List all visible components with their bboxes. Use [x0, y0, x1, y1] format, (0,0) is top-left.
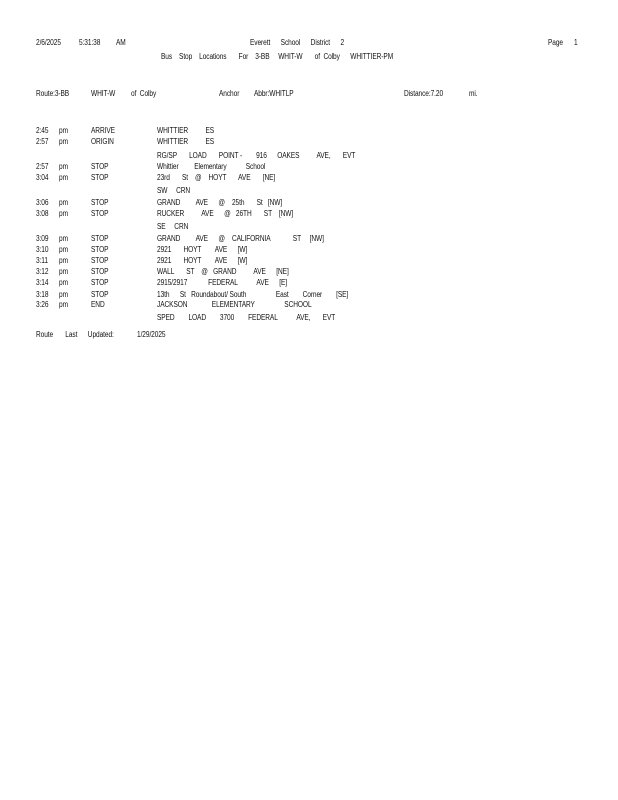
stop-type: STOP: [91, 162, 109, 171]
stop-time: 2:45: [36, 126, 49, 135]
stop-desc: JACKSON ELEMENTARY SCHOOL: [157, 300, 312, 309]
stop-time: 3:18: [36, 290, 49, 299]
stop-type: STOP: [91, 278, 109, 287]
last-updated-label: Route Last Updated:: [36, 330, 114, 339]
stop-time: 3:26: [36, 300, 49, 309]
distance-unit: mi.: [469, 89, 478, 98]
stop-time: 3:06: [36, 198, 49, 207]
stop-ap: pm: [59, 137, 68, 146]
stop-desc: 2921 HOYT AVE [W]: [157, 245, 248, 254]
page-number: 1: [574, 38, 578, 47]
route-of-colby: of Colby: [131, 89, 157, 98]
route-distance: Distance:7.20: [404, 89, 444, 98]
stop-ap: pm: [59, 126, 68, 135]
stop-ap: pm: [59, 162, 68, 171]
stop-type: STOP: [91, 290, 109, 299]
stop-type: ORIGIN: [91, 137, 114, 146]
stop-ap: pm: [59, 267, 68, 276]
stop-desc: GRAND AVE @ CALIFORNIA ST [NW]: [157, 234, 324, 243]
report-date: 2/6/2025: [36, 38, 61, 47]
stop-type: STOP: [91, 198, 109, 207]
stop-type: STOP: [91, 209, 109, 218]
report-time: 5:31:38: [79, 38, 101, 47]
stop-type: END: [91, 300, 105, 309]
stop-ap: pm: [59, 234, 68, 243]
stop-ap: pm: [59, 290, 68, 299]
stop-time: 3:14: [36, 278, 49, 287]
stop-desc: Whittier Elementary School: [157, 162, 266, 171]
stop-type: STOP: [91, 267, 109, 276]
stop-type: STOP: [91, 256, 109, 265]
stop-ap: pm: [59, 300, 68, 309]
route-code: Route:3-BB: [36, 89, 70, 98]
stop-desc: RG/SP LOAD POINT - 916 OAKES AVE, EVT: [157, 151, 356, 160]
stop-type: STOP: [91, 234, 109, 243]
stop-desc: WALL ST @ GRAND AVE [NE]: [157, 267, 289, 276]
stop-time: 3:04: [36, 173, 49, 182]
stop-desc: SPED LOAD 3700 FEDERAL AVE, EVT: [157, 313, 336, 322]
stop-desc: SW CRN: [157, 186, 191, 195]
stop-desc: 23rd St @ HOYT AVE [NE]: [157, 173, 276, 182]
stop-type: ARRIVE: [91, 126, 115, 135]
stop-desc: SE CRN: [157, 222, 189, 231]
stop-ap: pm: [59, 173, 68, 182]
stop-ap: pm: [59, 209, 68, 218]
stop-time: 3:11: [36, 256, 48, 265]
report-subtitle: Bus Stop Locations For 3-BB WHIT-W of Colby WHITTIER-PM: [161, 52, 394, 61]
page-label: Page: [548, 38, 564, 47]
stop-desc: 2921 HOYT AVE [W]: [157, 256, 248, 265]
stop-type: STOP: [91, 173, 109, 182]
stop-ap: pm: [59, 278, 68, 287]
report-ampm: AM: [116, 38, 126, 47]
stop-ap: pm: [59, 256, 68, 265]
stop-desc: 2915/2917 FEDERAL AVE [E]: [157, 278, 287, 287]
stop-desc: RUCKER AVE @ 26TH ST [NW]: [157, 209, 294, 218]
stop-time: 3:09: [36, 234, 49, 243]
stop-ap: pm: [59, 198, 68, 207]
anchor-label: Anchor: [219, 89, 240, 98]
last-updated-date: 1/29/2025: [137, 330, 166, 339]
anchor-abbr: Abbr:WHITLP: [254, 89, 294, 98]
stop-time: 3:10: [36, 245, 49, 254]
stop-time: 2:57: [36, 137, 49, 146]
route-whit: WHIT-W: [91, 89, 116, 98]
stop-time: 2:57: [36, 162, 49, 171]
stop-desc: 13th St Roundabout/ South East Corner [SE]: [157, 290, 349, 299]
stop-desc: WHITTIER ES: [157, 126, 215, 135]
stop-desc: WHITTIER ES: [157, 137, 215, 146]
district-name: Everett School District 2: [250, 38, 345, 47]
stop-time: 3:12: [36, 267, 49, 276]
stop-desc: GRAND AVE @ 25th St [NW]: [157, 198, 283, 207]
stop-ap: pm: [59, 245, 68, 254]
stop-time: 3:08: [36, 209, 49, 218]
stop-type: STOP: [91, 245, 109, 254]
